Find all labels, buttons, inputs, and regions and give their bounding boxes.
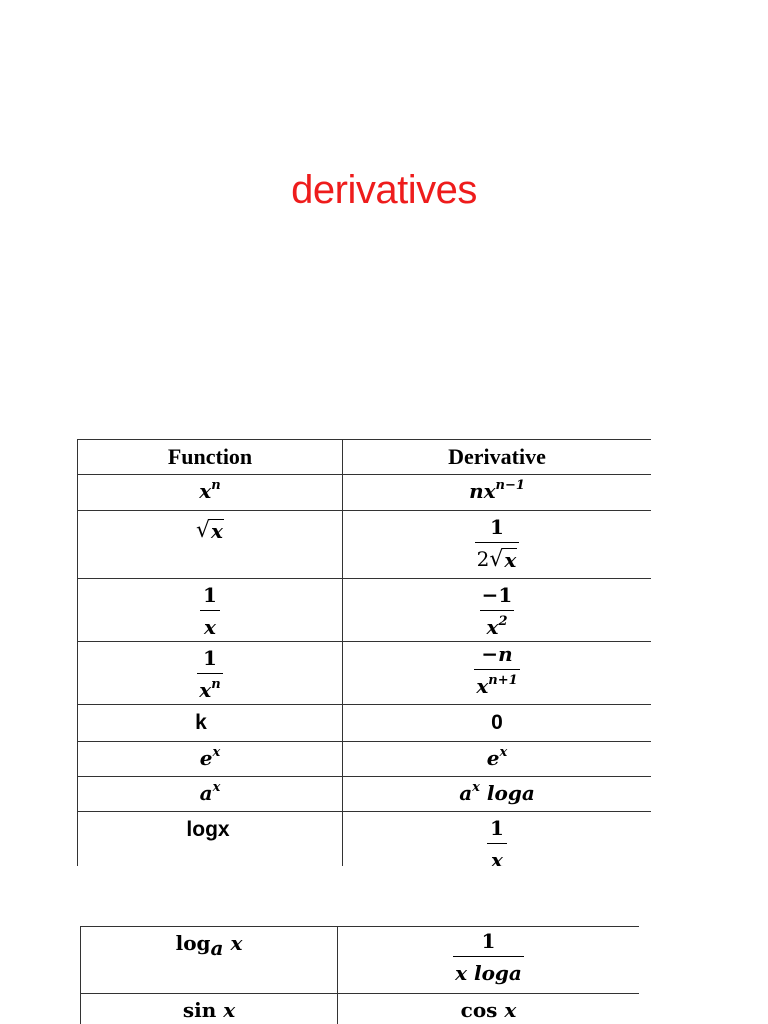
denominator: x bbox=[204, 615, 216, 639]
table-row bbox=[78, 812, 652, 867]
square-root bbox=[196, 519, 224, 543]
page-title: derivatives bbox=[291, 168, 477, 212]
function-cell: sin x bbox=[81, 994, 338, 1024]
numerator: 1 bbox=[490, 515, 504, 539]
function-cell bbox=[78, 511, 343, 579]
base: nx bbox=[469, 479, 496, 503]
base: x bbox=[199, 479, 212, 503]
fraction bbox=[475, 515, 520, 572]
function-cell bbox=[78, 705, 343, 742]
table-row bbox=[78, 705, 652, 742]
function-text: k bbox=[195, 711, 207, 734]
derivative-cell: cos x bbox=[338, 994, 640, 1024]
radicand: x bbox=[211, 519, 223, 543]
function-cell bbox=[78, 475, 343, 511]
function-cell: $a^x$ bbox=[78, 777, 343, 812]
column-header-derivative: Derivative bbox=[343, 440, 652, 475]
numerator: −n bbox=[481, 642, 513, 666]
denominator: $x^{n+1}$ bbox=[476, 673, 518, 698]
table-row bbox=[78, 642, 652, 705]
derivative-cell bbox=[343, 511, 652, 579]
table-row bbox=[78, 777, 652, 812]
fraction bbox=[453, 929, 524, 985]
radical-sign: √ bbox=[196, 518, 211, 543]
derivative-cell bbox=[343, 642, 652, 705]
function-cell: $e^x$ bbox=[78, 742, 343, 777]
numerator: −1 bbox=[481, 583, 513, 607]
numerator: 1 bbox=[203, 646, 217, 670]
table-row bbox=[78, 742, 652, 777]
derivative-cell: $e^x$ bbox=[343, 742, 652, 777]
derivative-cell bbox=[343, 475, 652, 511]
column-header-function: Function bbox=[78, 440, 343, 475]
table-row bbox=[81, 994, 640, 1024]
function-cell bbox=[78, 812, 343, 867]
table-row bbox=[78, 475, 652, 511]
derivative-cell bbox=[343, 812, 652, 867]
function-text: logx bbox=[186, 818, 230, 841]
derivative-cell bbox=[343, 579, 652, 642]
table-row bbox=[78, 511, 652, 579]
numerator: 1 bbox=[481, 929, 496, 953]
function-cell bbox=[78, 642, 343, 705]
derivative-text: 0 bbox=[491, 711, 503, 734]
fraction bbox=[487, 816, 507, 866]
numerator: 1 bbox=[490, 816, 504, 840]
exponent: n−1 bbox=[495, 478, 525, 493]
denominator: $x^2$ bbox=[486, 614, 508, 639]
derivative-cell bbox=[343, 705, 652, 742]
denominator: x bbox=[491, 848, 503, 866]
fraction bbox=[197, 646, 222, 702]
table-header-row bbox=[78, 440, 652, 475]
exponent: n bbox=[211, 478, 221, 493]
function-cell bbox=[78, 579, 343, 642]
numerator: 1 bbox=[203, 583, 217, 607]
fraction bbox=[474, 642, 519, 698]
derivatives-table-continued bbox=[80, 926, 639, 1024]
denominator: $x^n$ bbox=[199, 677, 221, 702]
fraction bbox=[480, 583, 515, 639]
fraction bbox=[200, 583, 220, 639]
derivatives-table bbox=[77, 439, 651, 866]
table-row bbox=[78, 579, 652, 642]
denominator: x loga bbox=[455, 961, 522, 985]
derivative-cell: $a^x$ loga bbox=[343, 777, 652, 812]
derivative-cell bbox=[338, 927, 640, 994]
table-row bbox=[81, 927, 640, 994]
function-cell: $\log_a x$ bbox=[81, 927, 338, 994]
denominator: 2 √ x bbox=[476, 547, 517, 572]
